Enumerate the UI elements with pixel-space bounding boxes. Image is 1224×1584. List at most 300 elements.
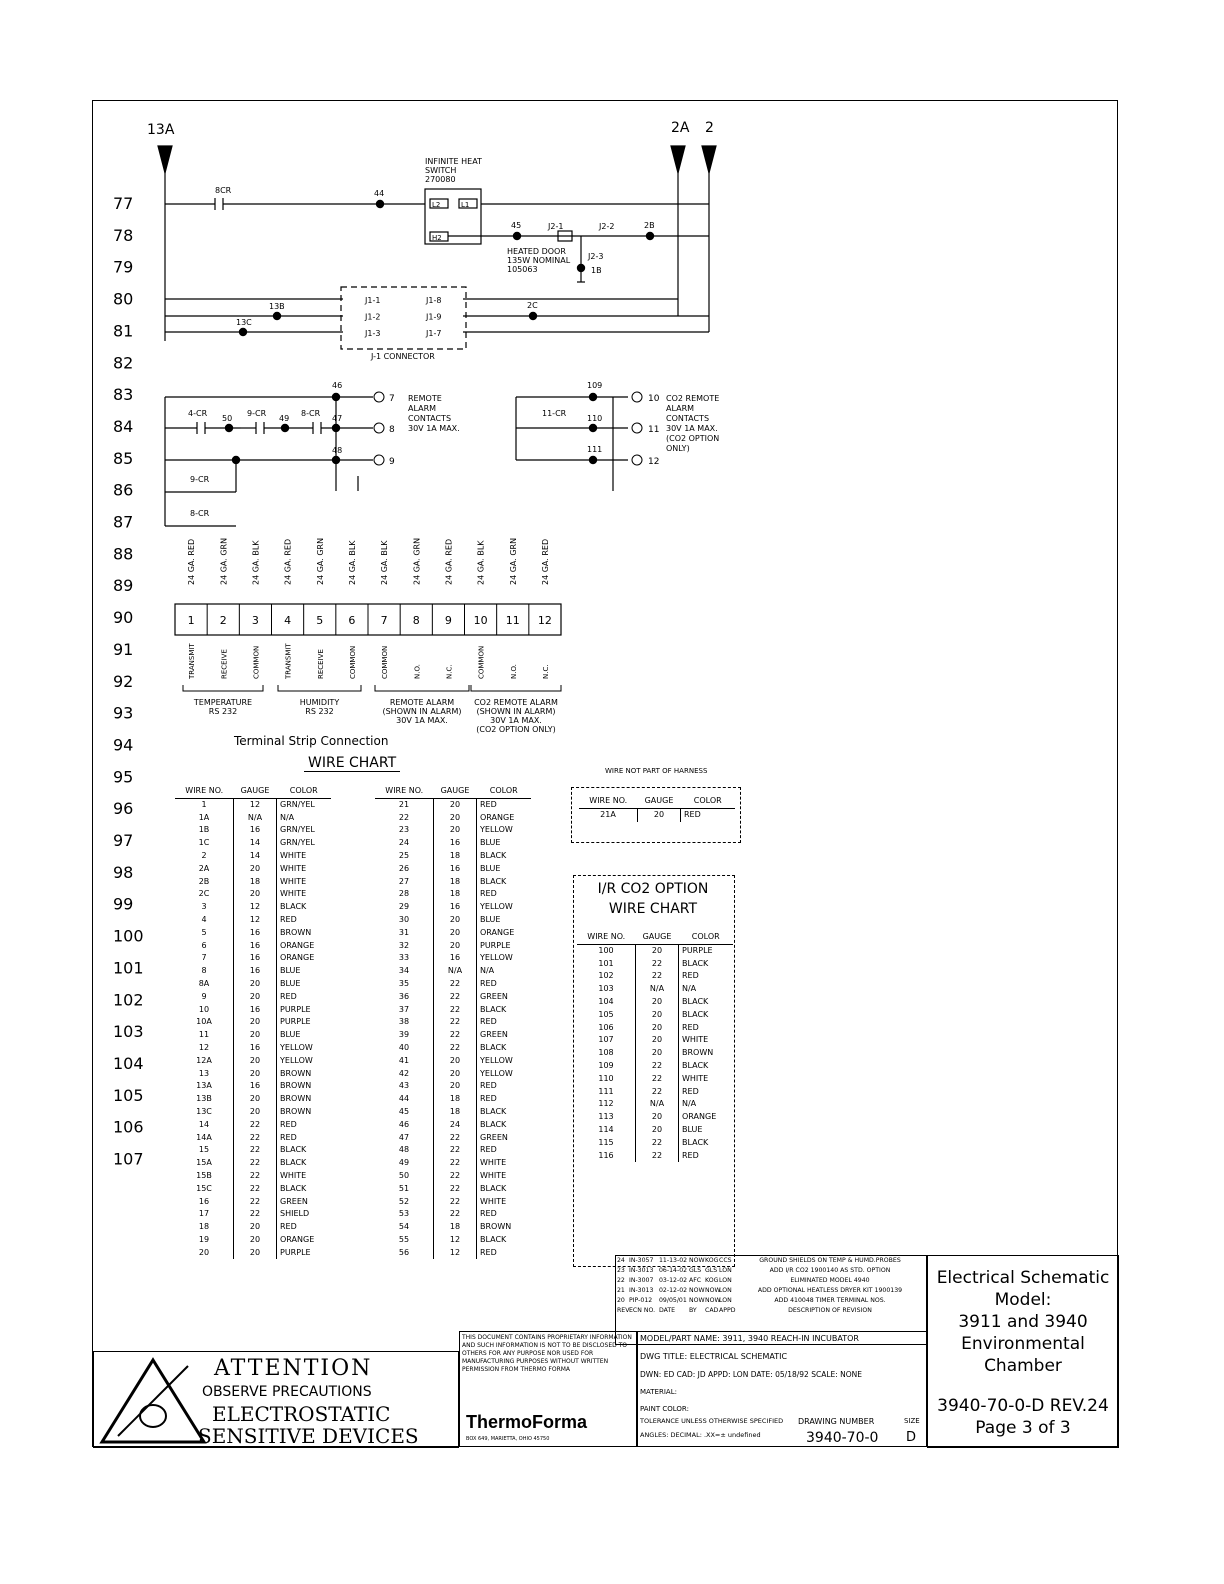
- revision-cell: LON: [719, 1267, 732, 1274]
- co2-wire-table: WIRE NO. GAUGE COLOR 100 20 PURPLE 101 22 BLACK 102 22 RED 103 N/A N/A 104 20 BLACK 105 20 BLACK 106 20 RED 107 20 WHITE 108 20 BROWN 109 22 BLACK 110 22 WHITE 111 22 RED 112 N/A N/A 113 20 ORANGE 114 20 BLUE 115 22 BLACK 116 22 RED: [577, 931, 733, 1162]
- rung-number: 98: [113, 862, 134, 882]
- revision-cell: REV: [617, 1307, 630, 1314]
- table-row: 115 22 BLACK: [577, 1137, 733, 1150]
- proprietary-notice: THIS DOCUMENT CONTAINS PROPRIETARY INFORMATION AND SUCH INFORMATION IS NOT TO BE DISCLOSED TO OTHERS FOR ANY PURPOSE NOR USED FOR MANUFACTURING PURPOSES WITHOUT WRITTEN PERMISSION FROM THERMO FORMA: [462, 1334, 632, 1373]
- terminal-group-bracket: [375, 685, 469, 691]
- node-label: 50: [222, 414, 233, 423]
- node-label: 2C: [527, 301, 538, 310]
- table-row: 29 16 YELLOW: [375, 901, 531, 914]
- bus-label-2: 2: [705, 120, 714, 136]
- terminal-function: N.C.: [445, 664, 454, 679]
- not-harness-table: WIRE NO. GAUGE COLOR 21A 20 RED: [579, 795, 735, 822]
- table-row: 15C 22 BLACK: [175, 1183, 331, 1196]
- drawing-meta: DWN: ED CAD: JD APPD: LON DATE: 05/18/92 SCALE: NONE: [640, 1370, 863, 1379]
- heater-label: 105063: [507, 265, 538, 274]
- table-row: 49 22 WHITE: [375, 1157, 531, 1170]
- revision-cell: IN-3013: [629, 1267, 654, 1274]
- terminal-strip-number: 3: [251, 614, 259, 627]
- table-row: 43 20 RED: [375, 1080, 531, 1093]
- node-dot: [225, 424, 233, 432]
- terminal-gauge: 24 GA. RED: [283, 538, 293, 585]
- terminal-function: COMMON: [348, 645, 357, 679]
- terminal-strip-number: 11: [505, 614, 520, 627]
- rung-number: 90: [113, 608, 134, 628]
- table-row: 18 20 RED: [175, 1221, 331, 1234]
- terminal-strip-number: 2: [219, 614, 227, 627]
- terminal-symbol: [374, 455, 384, 465]
- terminal-strip-number: 8: [412, 614, 420, 627]
- terminal-function: COMMON: [381, 645, 390, 679]
- node-dot: [232, 456, 240, 464]
- terminal-gauge: 24 GA. BLK: [251, 540, 261, 585]
- contact-label: 8-CR: [190, 509, 210, 518]
- revision-cell: 24: [617, 1257, 625, 1264]
- table-row: 15 22 BLACK: [175, 1144, 331, 1157]
- revision-cell: ADD 410048 TIMER TERMINAL NOS.: [774, 1297, 886, 1304]
- title-line: Chamber: [984, 1356, 1062, 1376]
- rung-number: 85: [113, 448, 134, 468]
- terminal-group-label: RS 232: [305, 707, 334, 716]
- rung-number: 89: [113, 576, 134, 596]
- table-row: 55 12 BLACK: [375, 1234, 531, 1247]
- table-row: 8A 20 BLUE: [175, 978, 331, 991]
- table-row: 4 12 RED: [175, 914, 331, 927]
- page-number: Page 3 of 3: [975, 1418, 1071, 1438]
- terminal-strip-number: 12: [537, 614, 552, 627]
- table-row: 14A 22 RED: [175, 1132, 331, 1145]
- terminal-number: 7: [389, 394, 395, 404]
- terminal-symbol: [374, 423, 384, 433]
- table-row: 26 16 BLUE: [375, 863, 531, 876]
- table-row: 39 22 GREEN: [375, 1029, 531, 1042]
- terminal-group-label: (SHOWN IN ALARM): [382, 707, 462, 716]
- alarm-label: ALARM: [408, 404, 437, 413]
- table-row: 19 20 ORANGE: [175, 1234, 331, 1247]
- rung-number: 83: [113, 385, 134, 405]
- attention-title: ATTENTION: [214, 1356, 373, 1381]
- node-dot: [273, 312, 281, 320]
- co2-alarm-label: 30V 1A MAX.: [666, 424, 718, 433]
- terminal-gauge: 24 GA. GRN: [508, 537, 518, 585]
- revision-cell: IN-3013: [629, 1287, 654, 1294]
- revision-cell: DATE: [659, 1307, 676, 1314]
- table-row: 36 22 GREEN: [375, 991, 531, 1004]
- bus-label-2a: 2A: [671, 120, 690, 136]
- node-label: 109: [587, 381, 603, 390]
- heater-label: HEATED DOOR: [507, 247, 566, 256]
- rung-number: 95: [113, 767, 134, 787]
- terminal-number: 10: [648, 394, 660, 404]
- table-row: 112 N/A N/A: [577, 1098, 733, 1111]
- node-dot: [376, 200, 384, 208]
- table-row: 104 20 BLACK: [577, 996, 733, 1009]
- rung-number: 77: [113, 194, 134, 213]
- table-row: 2 14 WHITE: [175, 850, 331, 863]
- co2-alarm-label: (CO2 OPTION: [666, 434, 720, 443]
- table-row: 22 20 ORANGE: [375, 812, 531, 825]
- drawing-revision: 3940-70-0-D REV.24: [937, 1396, 1109, 1416]
- terminal-group-bracket: [471, 685, 561, 691]
- table-row: 38 22 RED: [375, 1016, 531, 1029]
- terminal-strip-caption: Terminal Strip Connection: [234, 734, 389, 748]
- table-row: 9 20 RED: [175, 991, 331, 1004]
- rung-number: 99: [113, 894, 134, 914]
- table-row: 12 16 YELLOW: [175, 1042, 331, 1055]
- table-row: 45 18 BLACK: [375, 1106, 531, 1119]
- rung-number: 103: [113, 1022, 144, 1042]
- table-row: 15A 22 BLACK: [175, 1157, 331, 1170]
- angles-decimal: ANGLES: DECIMAL: .XX=± undefined: [640, 1431, 761, 1439]
- material: MATERIAL:: [640, 1388, 677, 1396]
- rung-number: 100: [113, 926, 144, 946]
- terminal-strip-number: 5: [316, 614, 324, 627]
- wire-chart-right: WIRE NO. GAUGE COLOR 21 20 RED 22 20 ORANGE 23 20 YELLOW 24 16 BLUE 25 18 BLACK 26 16 BLUE 27 18 BLACK 28 18 RED 29 16 YELLOW 30 20 BLUE 31 20 ORANGE 32 20 PURPLE 33 16 YELLOW 34 N/A N/A 35 22 RED 36 22 GREEN 37 22 BLACK 38 22 RED 39 22 GREEN 40 22 BLACK 41 20 YELLOW 42 20 YELLOW 43 20 RED 44 18 RED 45 18 BLACK 46 24 BLACK 47 22 GREEN 48 22 RED 49 22 WHITE 50 22 WHITE 51 22 BLACK 52 22 WHITE 53 22 RED 54 18 BROWN 55 12 BLACK 56 12 RED: [375, 785, 531, 1259]
- table-row: 116 22 RED: [577, 1150, 733, 1163]
- attention-line4: SENSITIVE DEVICES: [198, 1424, 419, 1448]
- table-row: 110 22 WHITE: [577, 1073, 733, 1086]
- table-row: 23 20 YELLOW: [375, 824, 531, 837]
- terminal-gauge: 24 GA. GRN: [315, 537, 325, 585]
- revision-cell: LON: [719, 1277, 732, 1284]
- terminal-group-label: 30V 1A MAX.: [396, 716, 448, 725]
- table-row: 14 22 RED: [175, 1119, 331, 1132]
- terminal-group-label: (CO2 OPTION ONLY): [476, 725, 556, 734]
- table-row: 2C 20 WHITE: [175, 888, 331, 901]
- terminal-number: 11: [648, 425, 660, 435]
- terminal-number: 9: [389, 457, 395, 467]
- attention-line2: OBSERVE PRECAUTIONS: [202, 1384, 372, 1400]
- revision-cell: NOW: [705, 1297, 721, 1304]
- terminal-strip-number: 9: [444, 614, 452, 627]
- rung-number: 80: [113, 289, 134, 309]
- terminal-gauge: 24 GA. GRN: [219, 537, 229, 585]
- table-row: 42 20 YELLOW: [375, 1068, 531, 1081]
- revision-cell: 02-12-02: [659, 1287, 688, 1294]
- revision-cell: APPD: [719, 1307, 736, 1314]
- rung-number: 101: [113, 958, 144, 978]
- terminal-gauge: 24 GA. RED: [540, 538, 550, 585]
- title-line: Electrical Schematic: [936, 1268, 1110, 1288]
- revision-cell: IN-3057: [629, 1257, 654, 1264]
- revision-cell: ELIMINATED MODEL 4940: [790, 1277, 870, 1284]
- rung-number: 107: [113, 1149, 144, 1169]
- table-row: 51 22 BLACK: [375, 1183, 531, 1196]
- table-row: 12A 20 YELLOW: [175, 1055, 331, 1068]
- rung-number: 104: [113, 1053, 144, 1073]
- rung-number: 78: [113, 225, 134, 245]
- node-label: 44: [374, 189, 385, 198]
- title-line: Environmental: [961, 1334, 1085, 1354]
- revision-cell: CCS: [719, 1257, 732, 1264]
- terminal-gauge: 24 GA. BLK: [380, 540, 390, 585]
- table-row: 21A 20 RED: [579, 808, 735, 821]
- revision-cell: GLS: [705, 1267, 718, 1274]
- company-logo: ThermoForma: [466, 1412, 588, 1432]
- size-label: SIZE: [904, 1417, 920, 1425]
- terminal-group-label: RS 232: [208, 707, 238, 716]
- table-row: 48 22 RED: [375, 1144, 531, 1157]
- co2-chart-title1: I/R CO2 OPTION: [597, 881, 709, 897]
- co2-alarm-label: ONLY): [666, 444, 690, 453]
- rung-number: 87: [113, 512, 134, 532]
- terminal-function: RECEIVE: [316, 649, 325, 679]
- node-label: 2B: [644, 221, 655, 230]
- terminal-strip-number: 7: [380, 614, 388, 627]
- node-label: 110: [587, 414, 603, 423]
- table-row: 106 20 RED: [577, 1022, 733, 1035]
- paint-color: PAINT COLOR:: [640, 1405, 689, 1413]
- table-row: 25 18 BLACK: [375, 850, 531, 863]
- table-row: 13A 16 BROWN: [175, 1080, 331, 1093]
- terminal-gauge: 24 GA. GRN: [412, 537, 422, 585]
- terminal-label: L1: [461, 201, 470, 209]
- rung-number: 92: [113, 671, 134, 691]
- drawing-sheet: [92, 100, 1118, 1447]
- rung-number: 88: [113, 544, 134, 564]
- terminal-strip-number: 6: [348, 614, 356, 627]
- table-row: 46 24 BLACK: [375, 1119, 531, 1132]
- rung-number: 106: [113, 1117, 144, 1137]
- terminal-group-bracket: [278, 685, 361, 691]
- connector-pin: J1-8: [426, 296, 442, 305]
- connector-pin: J1-2: [365, 312, 381, 322]
- table-row: 33 16 YELLOW: [375, 952, 531, 965]
- table-row: 13B 20 BROWN: [175, 1093, 331, 1106]
- table-row: 17 22 SHIELD: [175, 1208, 331, 1221]
- revision-cell: ADD I/R CO2 1900140 AS STD. OPTION: [769, 1267, 891, 1274]
- terminal-group-label: TEMPERATURE: [193, 698, 253, 707]
- table-row: 27 18 BLACK: [375, 876, 531, 889]
- table-row: 5 16 BROWN: [175, 927, 331, 940]
- terminal-function: COMMON: [477, 645, 486, 679]
- rung-number: 105: [113, 1085, 144, 1105]
- co2-chart-title2: WIRE CHART: [608, 901, 698, 917]
- revision-cell: NOW: [689, 1257, 705, 1264]
- table-row: 28 18 RED: [375, 888, 531, 901]
- terminal-symbol: [632, 423, 642, 433]
- table-row: 10 16 PURPLE: [175, 1004, 331, 1017]
- switch-label: INFINITE HEAT: [425, 157, 482, 166]
- revision-cell: PIP-012: [629, 1297, 653, 1304]
- title-line: Model:: [994, 1290, 1052, 1310]
- table-row: 52 22 WHITE: [375, 1196, 531, 1209]
- rung-number: 102: [113, 990, 144, 1010]
- table-row: 102 22 RED: [577, 970, 733, 983]
- rung-number: 84: [113, 416, 134, 436]
- node-label: 111: [587, 445, 603, 454]
- connector-label: J2-1: [548, 222, 564, 231]
- node-label: 13C: [236, 318, 252, 327]
- connector-pin: J1-7: [426, 329, 442, 338]
- terminal-group-label: (SHOWN IN ALARM): [476, 707, 556, 716]
- terminal-symbol: [632, 455, 642, 465]
- table-row: 54 18 BROWN: [375, 1221, 531, 1234]
- connector-pin: J1-3: [365, 329, 381, 338]
- connector-pin: J1-1: [365, 296, 381, 305]
- terminal-label: L2: [432, 201, 441, 209]
- terminal-gauge: 24 GA. BLK: [476, 540, 486, 585]
- terminal-function: N.C.: [541, 664, 550, 679]
- model-part-name: MODEL/PART NAME: 3911, 3940 REACH-IN INCUBATOR: [640, 1334, 859, 1343]
- revision-cell: NOW: [705, 1287, 721, 1294]
- terminal-function: N.O.: [413, 664, 422, 679]
- contact-label: 8CR: [215, 186, 232, 195]
- tolerance: TOLERANCE UNLESS OTHERWISE SPECIFIED: [640, 1417, 784, 1425]
- revision-cell: 09/05/01: [659, 1297, 687, 1304]
- revision-cell: CAD: [705, 1307, 719, 1314]
- revision-cell: 20: [617, 1297, 625, 1304]
- rung-number: 93: [113, 703, 134, 723]
- table-row: 107 20 WHITE: [577, 1034, 733, 1047]
- table-row: 1 12 GRN/YEL: [175, 798, 331, 811]
- node-label: 48: [332, 446, 343, 455]
- node-label: 45: [511, 221, 522, 230]
- switch-label: 270080: [425, 175, 456, 184]
- company-address: BOX 649, MARIETTA, OHIO 45750: [466, 1436, 550, 1442]
- node-dot: [529, 312, 537, 320]
- table-row: 34 N/A N/A: [375, 965, 531, 978]
- rung-number: 91: [113, 639, 134, 659]
- alarm-label: CONTACTS: [408, 414, 452, 423]
- terminal-group-label: HUMIDITY: [299, 698, 340, 707]
- contact-label: 4-CR: [188, 409, 208, 418]
- revision-cell: 11-13-02: [659, 1257, 688, 1264]
- drawing-number: 3940-70-0: [806, 1430, 879, 1446]
- node-dot: [577, 264, 585, 272]
- table-row: 47 22 GREEN: [375, 1132, 531, 1145]
- rung-number: 79: [113, 257, 134, 277]
- table-row: 108 20 BROWN: [577, 1047, 733, 1060]
- revision-cell: KOG: [705, 1257, 719, 1264]
- revision-cell: KOG: [705, 1277, 719, 1284]
- esd-warning-icon: [98, 1356, 208, 1446]
- revision-cell: ADD OPTIONAL HEATLESS DRYER KIT 1900139: [757, 1287, 903, 1294]
- terminal-gauge: 24 GA. RED: [444, 538, 454, 585]
- terminal-function: COMMON: [252, 645, 261, 679]
- revision-cell: LON: [719, 1297, 732, 1304]
- node-dot: [332, 456, 340, 464]
- table-row: 20 20 PURPLE: [175, 1247, 331, 1260]
- table-row: 100 20 PURPLE: [577, 944, 733, 957]
- table-row: 24 16 BLUE: [375, 837, 531, 850]
- table-row: 10A 20 PURPLE: [175, 1016, 331, 1029]
- table-row: 101 22 BLACK: [577, 958, 733, 971]
- node-label: 1B: [591, 266, 602, 275]
- rung-number: 86: [113, 480, 134, 500]
- revision-cell: 22: [617, 1277, 625, 1284]
- terminal-function: TRANSMIT: [188, 643, 197, 679]
- terminal-label: H2: [432, 234, 442, 242]
- node-dot: [281, 424, 289, 432]
- node-dot: [239, 328, 247, 336]
- table-row: 16 22 GREEN: [175, 1196, 331, 1209]
- not-harness-title: WIRE NOT PART OF HARNESS: [605, 767, 708, 775]
- connector-label: J2-2: [599, 222, 615, 231]
- terminal-symbol: [632, 392, 642, 402]
- terminal-group-bracket: [183, 685, 263, 691]
- table-row: 2B 18 WHITE: [175, 876, 331, 889]
- table-row: 44 18 RED: [375, 1093, 531, 1106]
- terminal-group-label: REMOTE ALARM: [389, 698, 455, 707]
- revision-cell: 06-14-02: [659, 1267, 688, 1274]
- table-row: 13 20 BROWN: [175, 1068, 331, 1081]
- terminal-strip-number: 4: [284, 614, 292, 627]
- co2-alarm-label: CONTACTS: [666, 414, 710, 423]
- terminal-number: 12: [648, 457, 660, 467]
- attention-line3: ELECTROSTATIC: [212, 1402, 391, 1426]
- connector-label: J2-3: [588, 252, 604, 261]
- revision-cell: ECN NO.: [629, 1307, 656, 1314]
- table-row: 3 12 BLACK: [175, 901, 331, 914]
- node-dot: [513, 232, 521, 240]
- revision-cell: AFC: [689, 1277, 702, 1284]
- table-row: 1C 14 GRN/YEL: [175, 837, 331, 850]
- connector-pin: J1-9: [426, 312, 442, 322]
- table-row: 1B 16 GRN/YEL: [175, 824, 331, 837]
- node-dot: [646, 232, 654, 240]
- revision-cell: GROUND SHIELDS ON TEMP & HUMD.PROBES: [759, 1257, 901, 1264]
- alarm-label: REMOTE: [408, 394, 442, 403]
- drawing-number-label: DRAWING NUMBER: [798, 1417, 875, 1426]
- revision-cell: 23: [617, 1267, 625, 1274]
- table-row: 7 16 ORANGE: [175, 952, 331, 965]
- revision-cell: IN-3007: [629, 1277, 654, 1284]
- node-label: 49: [279, 414, 290, 423]
- terminal-function: N.O.: [509, 664, 518, 679]
- table-row: 40 22 BLACK: [375, 1042, 531, 1055]
- table-row: 50 22 WHITE: [375, 1170, 531, 1183]
- size-value: D: [906, 1430, 917, 1445]
- rung-number: 94: [113, 735, 134, 755]
- table-row: 103 N/A N/A: [577, 983, 733, 996]
- terminal-strip-number: 10: [473, 614, 488, 627]
- table-row: 111 22 RED: [577, 1086, 733, 1099]
- co2-alarm-label: CO2 REMOTE: [666, 394, 720, 403]
- table-row: 1A N/A N/A: [175, 812, 331, 825]
- contact-label: 11-CR: [542, 409, 567, 418]
- table-row: 114 20 BLUE: [577, 1124, 733, 1137]
- node-label: 46: [332, 381, 343, 390]
- revision-cell: NOW: [689, 1297, 705, 1304]
- table-row: 6 16 ORANGE: [175, 940, 331, 953]
- table-row: 41 20 YELLOW: [375, 1055, 531, 1068]
- bus-label-13a: 13A: [147, 122, 175, 138]
- rung-number: 82: [113, 353, 134, 373]
- terminal-strip-number: 1: [187, 614, 195, 627]
- node-label: 47: [332, 414, 343, 423]
- revision-cell: 03-12-02: [659, 1277, 688, 1284]
- terminal-gauge: 24 GA. RED: [187, 538, 197, 585]
- table-row: 109 22 BLACK: [577, 1060, 733, 1073]
- table-row: 35 22 RED: [375, 978, 531, 991]
- rung-number: 97: [113, 831, 134, 850]
- schematic-wires: [158, 146, 716, 635]
- table-row: 2A 20 WHITE: [175, 863, 331, 876]
- node-label: 13B: [269, 302, 285, 311]
- co2-alarm-label: ALARM: [666, 404, 695, 413]
- wire-chart-left: WIRE NO. GAUGE COLOR 1 12 GRN/YEL 1A N/A N/A 1B 16 GRN/YEL 1C 14 GRN/YEL 2 14 WHITE 2A 20 WHITE 2B 18 WHITE 2C 20 WHITE 3 12 BLACK 4 12 RED 5 16 BROWN 6 16 ORANGE 7 16 ORANGE 8 16 BLUE 8A 20 BLUE 9 20 RED 10 16 PURPLE 10A 20 PURPLE 11 20 BLUE 12 16 YELLOW 12A 20 YELLOW 13 20 BROWN 13A 16 BROWN 13B 20 BROWN 13C 20 BROWN 14 22 RED 14A 22 RED 15 22 BLACK 15A 22 BLACK 15B 22 WHITE 15C 22 BLACK 16 22 GREEN 17 22 SHIELD 18 20 RED 19 20 ORANGE 20 20 PURPLE: [175, 785, 331, 1259]
- node-dot: [332, 424, 340, 432]
- contact-label: 9-CR: [247, 409, 267, 418]
- table-row: 56 12 RED: [375, 1247, 531, 1260]
- table-row: 105 20 BLACK: [577, 1009, 733, 1022]
- terminal-function: TRANSMIT: [284, 643, 293, 679]
- terminal-symbol: [374, 392, 384, 402]
- terminal-group-label: 30V 1A MAX.: [490, 716, 542, 725]
- connector-title: J-1 CONNECTOR: [371, 352, 435, 361]
- node-dot: [589, 393, 597, 401]
- contact-label: 8-CR: [301, 409, 321, 418]
